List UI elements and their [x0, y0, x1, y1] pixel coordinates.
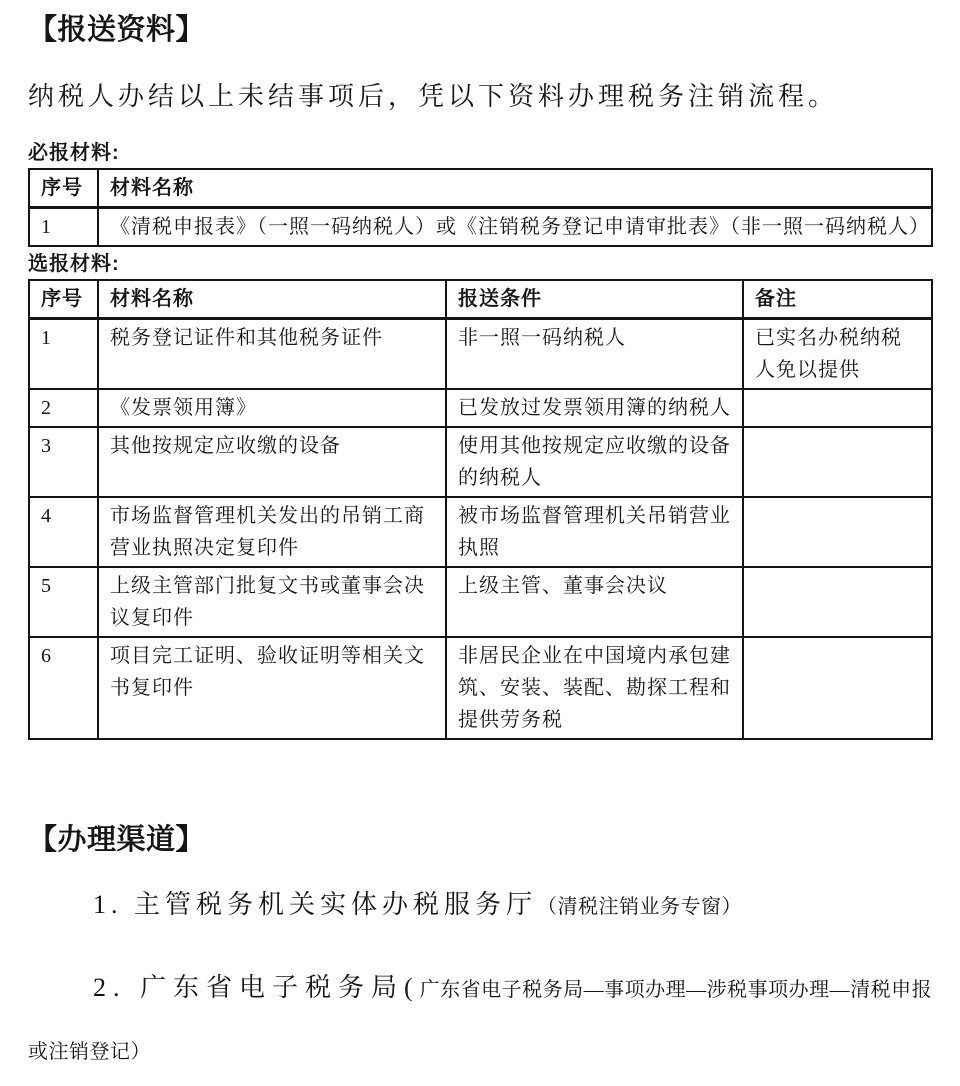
column-header-name: 材料名称: [98, 169, 932, 208]
cell-note: 已实名办税纳税人免以提供: [743, 319, 932, 390]
channel-1-main-text: 1. 主管税务机关实体办税服务厅: [93, 890, 538, 919]
table-row: [29, 567, 932, 637]
cell-no: 1: [29, 208, 98, 247]
table-row: [29, 319, 932, 390]
cell-note: [743, 637, 932, 739]
cell-no: 2: [29, 389, 98, 427]
cell-note: [743, 567, 932, 637]
column-header-note: 备注: [743, 280, 932, 319]
cell-condition: 使用其他按规定应收缴的设备的纳税人: [446, 427, 743, 497]
table-header-row: [29, 280, 932, 319]
required-materials-label: 必报材料:: [28, 142, 120, 164]
cell-name: 项目完工证明、验收证明等相关文书复印件: [98, 637, 446, 739]
cell-no: 1: [29, 319, 98, 390]
cell-note: [743, 389, 932, 427]
section-title-materials: 【报送资料】: [28, 14, 206, 46]
column-header-condition: 报送条件: [446, 280, 743, 319]
channel-item-1: [28, 886, 933, 926]
cell-condition: 上级主管、董事会决议: [446, 567, 743, 637]
table-row: [29, 389, 932, 427]
cell-condition: 非居民企业在中国境内承包建筑、安装、装配、勘探工程和提供劳务税: [446, 637, 743, 739]
cell-condition: 被市场监督管理机关吊销营业执照: [446, 497, 743, 567]
cell-note: [743, 427, 932, 497]
optional-materials-label: 选报材料:: [28, 253, 120, 275]
cell-condition: 非一照一码纳税人: [446, 319, 743, 390]
required-materials-table: [28, 168, 933, 247]
cell-no: 5: [29, 567, 98, 637]
cell-name: 上级主管部门批复文书或董事会决议复印件: [98, 567, 446, 637]
cell-no: 4: [29, 497, 98, 567]
cell-condition: 已发放过发票领用簿的纳税人: [446, 389, 743, 427]
channel-2-detail-text: 广东省电子税务局—事项办理—涉税事项办理—清税申报或注销登记）: [28, 979, 933, 1063]
column-header-no: 序号: [29, 280, 98, 319]
intro-paragraph: 纳税人办结以上未结事项后，凭以下资料办理税务注销流程。: [28, 82, 839, 111]
cell-no: 3: [29, 427, 98, 497]
cell-note: [743, 497, 932, 567]
channel-2-main-text: 2. 广东省电子税务局(: [93, 973, 420, 1002]
table-row: [29, 497, 932, 567]
cell-name: 市场监督管理机关发出的吊销工商营业执照决定复印件: [98, 497, 446, 567]
cell-name: 《清税申报表》（一照一码纳税人）或《注销税务登记申请审批表》（非一照一码纳税人）: [98, 208, 932, 247]
table-row: [29, 208, 932, 247]
cell-no: 6: [29, 637, 98, 739]
section-title-channels: 【办理渠道】: [28, 824, 206, 856]
cell-name: 《发票领用簿》: [98, 389, 446, 427]
table-row: [29, 427, 932, 497]
table-row: [29, 637, 932, 739]
cell-name: 其他按规定应收缴的设备: [98, 427, 446, 497]
table-header-row: [29, 169, 932, 208]
column-header-name: 材料名称: [98, 280, 446, 319]
cell-name: 税务登记证件和其他税务证件: [98, 319, 446, 390]
column-header-no: 序号: [29, 169, 98, 208]
channel-1-detail-text: （清税注销业务专窗）: [537, 896, 743, 918]
channel-item-2: [28, 958, 933, 1082]
optional-materials-table: [28, 279, 933, 740]
